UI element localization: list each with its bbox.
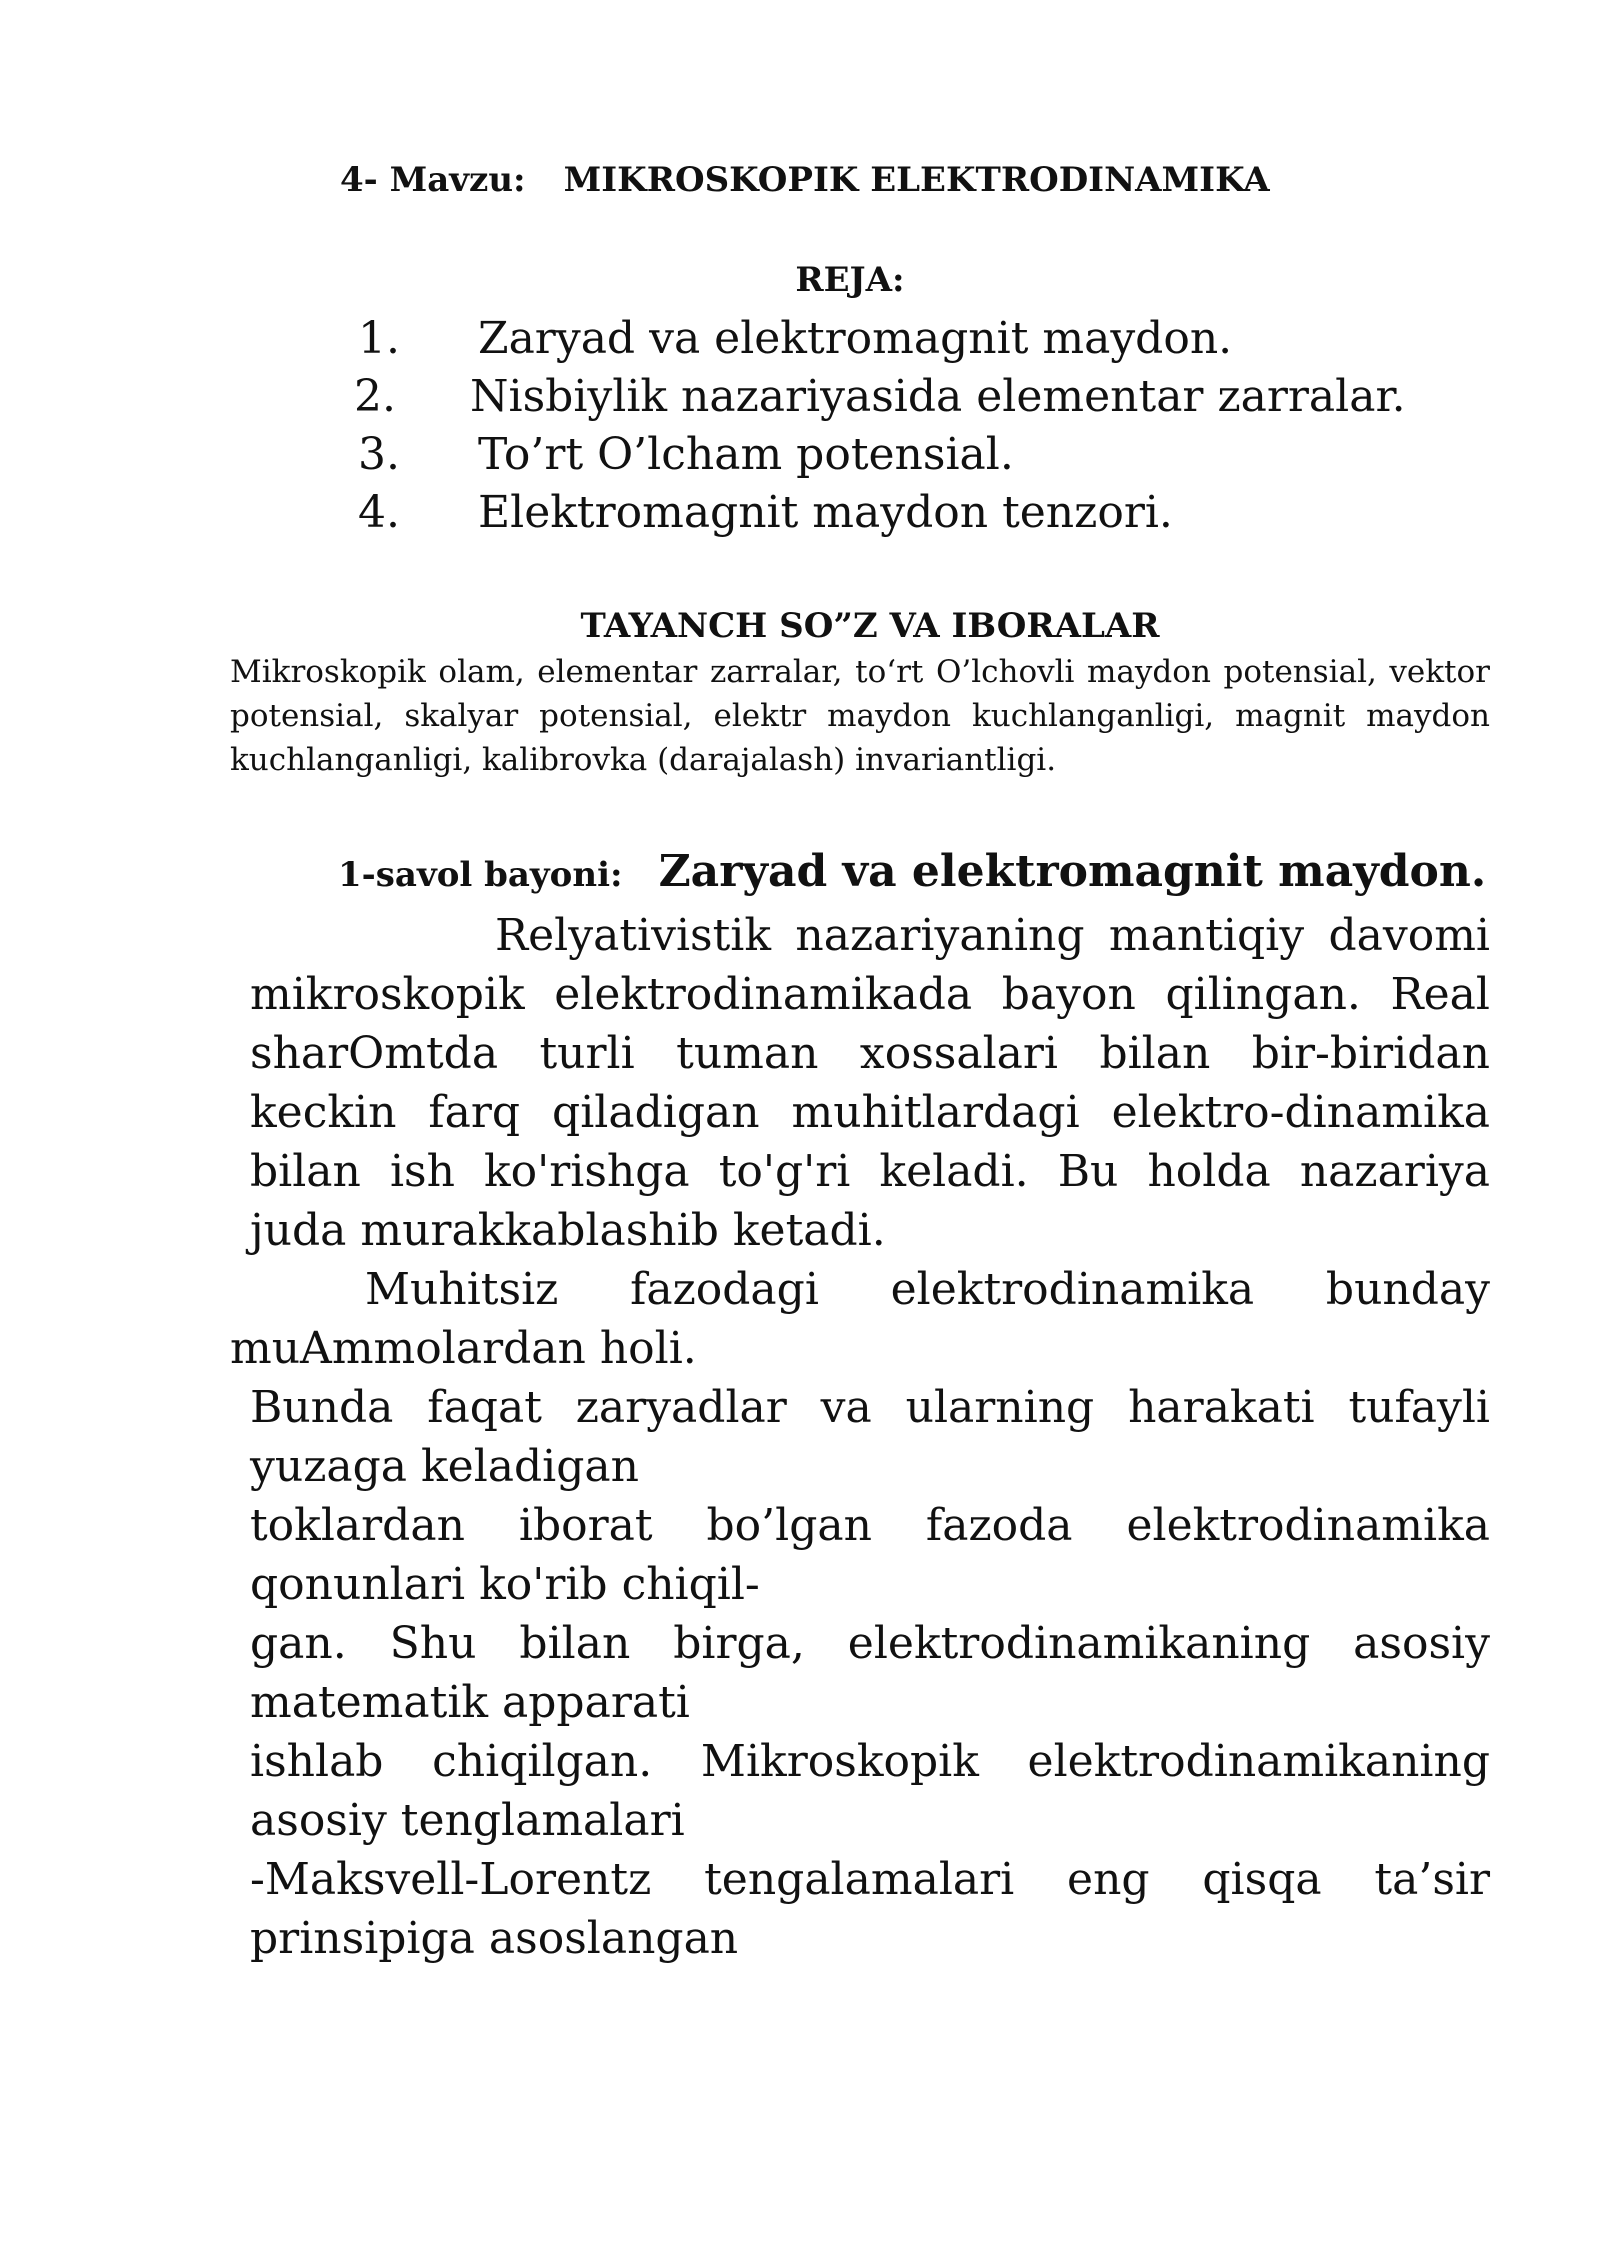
question-title: Zaryad va elektromagnit maydon. <box>658 846 1487 897</box>
question-label: 1-savol bayoni: <box>338 855 623 895</box>
plan-item <box>0 484 1600 542</box>
plan-item-text: Zaryad va elektromagnit maydon. <box>478 313 1233 364</box>
plan-item-text: Nisbiylik nazariyasida elementar zarralar. <box>470 371 1406 422</box>
plan-item-number: 4. <box>358 487 400 538</box>
topic-name: MIKROSKOPIK ELEKTRODINAMIKA <box>563 160 1270 200</box>
topic-title <box>340 158 1270 202</box>
plan-item-number: 3. <box>358 429 400 480</box>
plan-item-number: 2. <box>354 371 396 422</box>
keywords-heading: TAYANCH SO”Z VA IBORALAR <box>580 606 1160 646</box>
topic-label: 4- Mavzu: <box>340 160 526 200</box>
plan-item-text: Elektromagnit maydon tenzori. <box>478 487 1173 538</box>
paragraph: gan. Shu bilan birga, elektrodinamikaning asosiy matematik apparati <box>250 1618 1490 1728</box>
plan-item <box>0 368 1600 426</box>
plan-item <box>0 310 1600 368</box>
paragraph: Relyativistik nazariyaning mantiqiy davomi mikroskopik elektrodinamikada bayon qilingan. Real sharOmtda turli tuman xossalari bilan bir-biridan keckin farq qiladigan muhitlardagi elektro-dinamika bilan ish ko'rishga to'g'ri keladi. Bu holda nazariya juda murakkablashib ketadi. <box>250 910 1490 1256</box>
plan-item-text: To’rt O’lcham potensial. <box>478 429 1014 480</box>
question-heading <box>338 846 1486 897</box>
plan-item <box>0 426 1600 484</box>
paragraph: -Maksvell-Lorentz tengalamalari eng qisqa ta’sir prinsipiga asoslangan <box>250 1854 1490 1964</box>
paragraph: Muhitsiz fazodagi elektrodinamika bunday muAmmolardan holi. <box>230 1264 1490 1374</box>
paragraph: Bunda faqat zaryadlar va ularning harakati tufayli yuzaga keladigan <box>250 1382 1490 1492</box>
plan-heading: REJA: <box>795 260 905 300</box>
plan-list <box>0 310 1600 542</box>
paragraph: ishlab chiqilgan. Mikroskopik elektrodinamikaning asosiy tenglamalari <box>250 1736 1490 1846</box>
plan-item-number: 1. <box>358 313 400 364</box>
paragraph: toklardan iborat bo’lgan fazoda elektrodinamika qonunlari ko'rib chiqil- <box>250 1500 1490 1610</box>
keywords-text: Mikroskopik olam, elementar zarralar, to‘rt O’lchovli maydon potensial, vektor potensial, skalyar potensial, elektr maydon kuchlanganligi, magnit maydon kuchlanganligi, kalibrovka (darajalash) invariantligi. <box>230 654 1490 778</box>
